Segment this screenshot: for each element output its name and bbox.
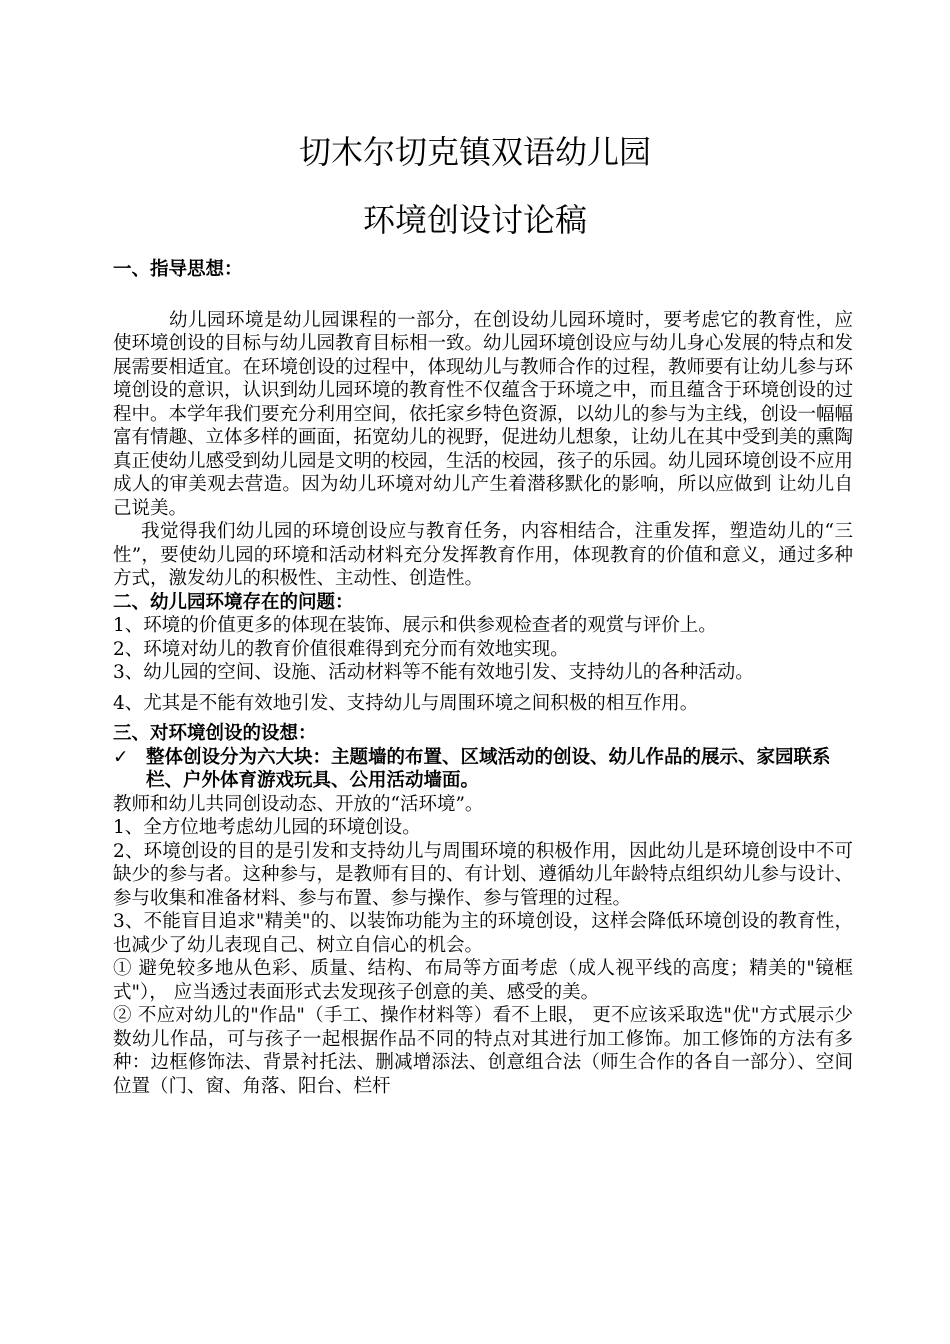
spacer — [113, 715, 853, 722]
section-2-item-3: 3、幼儿园的空间、设施、活动材料等不能有效地引发、支持幼儿的各种活动。 — [113, 662, 754, 683]
section-1-heading: 一、指导思想： — [113, 259, 243, 280]
section-3-item-2: 2、环境创设的目的是引发和支持幼儿与周围环境的积极作用，因此幼儿是环境创设中不可缺少的参与者。这种参与，是教师有目的、有计划、遵循幼儿年龄特点组织幼儿参与设计、参与收集和准备材料、参与布置、参与操作、参与管理的过程。 — [113, 840, 854, 909]
document-body — [113, 258, 853, 1098]
document-title: 切木尔切克镇双语幼儿园 — [298, 133, 651, 171]
section-3-subitem-2: ② 不应对幼儿的"作品"（手工、操作材料等）看不上眼， 更不应该采取选"优"方式展示少数幼儿作品，可与孩子一起根据作品不同的特点对其进行加工修饰。加工修饰的方法有多种：边框修饰法、背景衬托法、删减增添法、创意组合法（师生合作的各自一部分）、空间位置（门、窗、角落、阳台、栏杆 — [113, 1005, 853, 1097]
section-2-heading: 二、幼儿园环境存在的问题： — [113, 591, 354, 613]
checklist-item — [113, 746, 853, 793]
section-3-heading: 三、对环境创设的设想： — [113, 723, 317, 744]
section-3-intro: 教师和幼儿共同创设动态、开放的“活环境”。 — [113, 793, 484, 815]
document-subtitle: 环境创设讨论稿 — [362, 201, 587, 239]
section-2-item-4: 4、尤其是不能有效地引发、支持幼儿与周围环境之间积极的相互作用。 — [113, 692, 699, 714]
section-3-item-1: 1、全方位地考虑幼儿园的环境创设。 — [113, 817, 421, 838]
section-2-item-1: 1、环境的价值更多的体现在装饰、展示和供参观检查者的观赏与评价上。 — [113, 615, 717, 636]
section-1-paragraph-2: 我觉得我们幼儿园的环境创设应与教育任务，内容相结合，注重发挥，塑造幼儿的“三性”，要使幼儿园的环境和活动材料充分发挥教育作用，体现教育的价值和意义，通过多种方式，激发幼儿的积极性、主动性、创造性。 — [113, 521, 853, 589]
checklist-item-text: 整体创设分为六大块：主题墙的布置、区域活动的创设、幼儿作品的展示、家园联系栏、户外体育游戏玩具、公用活动墙面。 — [146, 746, 831, 791]
section-1-paragraph-1: 幼儿园环境是幼儿园课程的一部分，在创设幼儿园环境时，要考虑它的教育性，应使环境创设的目标与幼儿园教育目标相一致。幼儿园环境创设应与幼儿身心发展的特点和发展需要相适宜。在环境创设的过程中，体现幼儿与教师合作的过程，教师要有让幼儿参与环境创设的意识，认识到幼儿园环境的教育性不仅蕴含于环境之中，而且蕴含于环境创设的过程中。本学年我们要充分利用空间，依托家乡特色资源，以幼儿的参与为主线，创设一幅幅富有情趣、立体多样的画面，拓宽幼儿的视野，促进幼儿想象，让幼儿在其中受到美的熏陶真正使幼儿感受到幼儿园是文明的校园，生活的校园，孩子的乐园。幼儿园环境创设不应用成人的审美观去营造。因为幼儿环境对幼儿产生着潜移默化的影响，所以应做到 让幼儿自己说美。 — [113, 309, 854, 519]
section-3-subitem-1: ① 避免较多地从色彩、质量、结构、布局等方面考虑（成人视平线的高度；精美的"镜框式"）， 应当透过表面形式去发现孩子创意的美、感受的美。 — [113, 958, 853, 1003]
checkmark-icon: ✓ — [113, 746, 129, 768]
section-3-item-3: 3、不能盲目追求"精美"的、以装饰功能为主的环境创设，这样会降低环境创设的教育性，也减少了幼儿表现自己、树立自信心的机会。 — [113, 911, 853, 956]
spacer — [113, 282, 853, 309]
section-2-item-2: 2、环境对幼儿的教育价值很难得到充分而有效地实现。 — [113, 638, 569, 660]
spacer — [113, 685, 853, 692]
